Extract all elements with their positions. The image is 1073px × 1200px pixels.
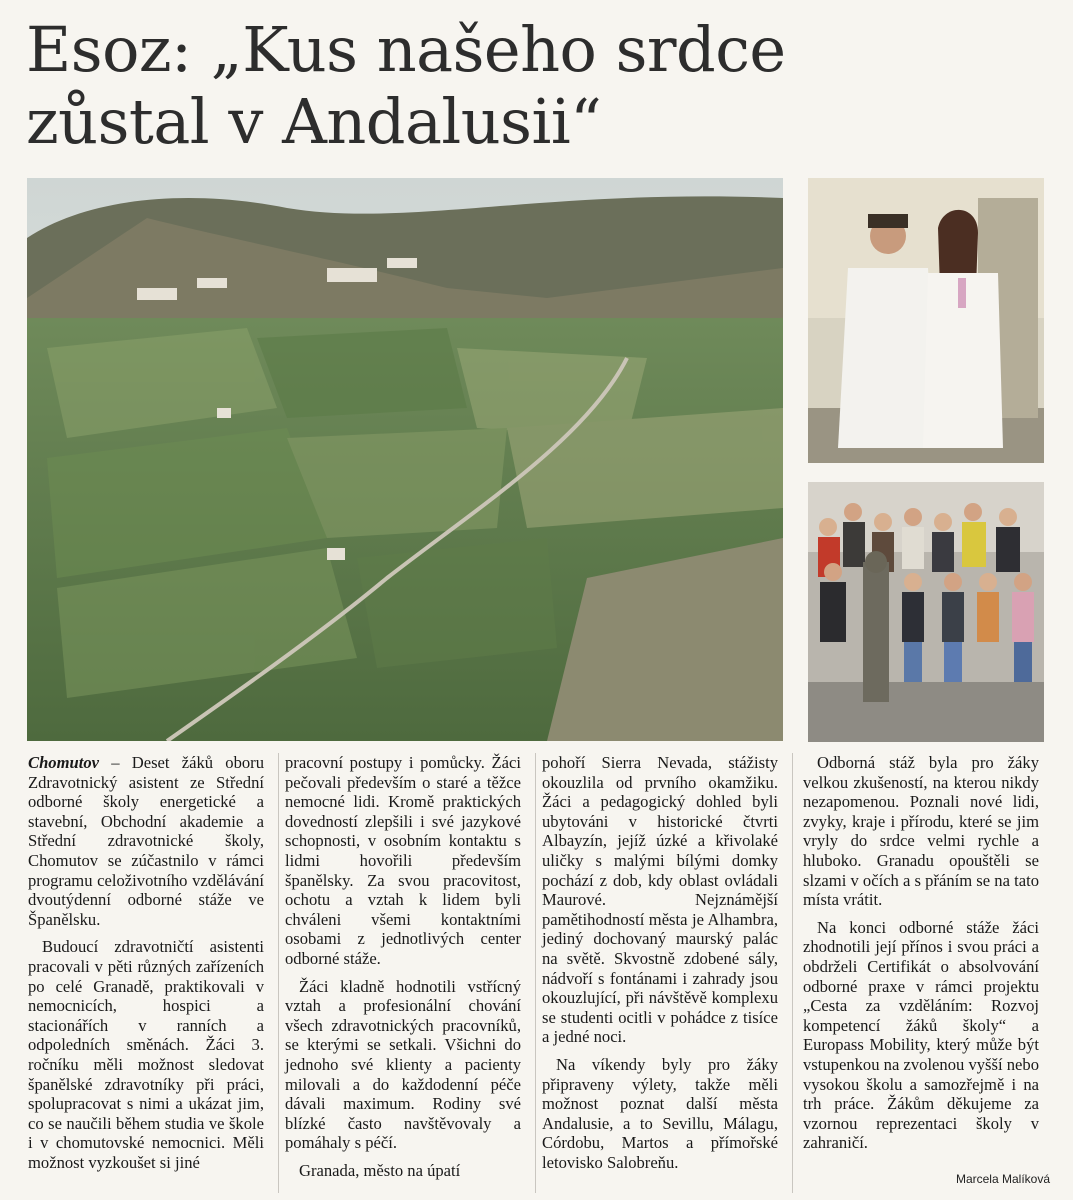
article-lead-text: – Deset žáků oboru Zdravotnický asistent ze Střední odborné školy energetické a stavební, Obchodní akademie a Střední zdravotnické školy, Chomutov se zúčastnilo v rámci programu celoživotního vzdělávání dvoutýdenní odborné stáže ve Španělsku. [28, 753, 264, 929]
article-paragraph: Na konci odborné stáže žáci zhodnotili její přínos i svou práci a obdrželi Certifikát o absolvování odborné praxe v rámci projektu „Cesta za vzděláním: Rozvoj kompetencí žáků školy“ a Europass Mobility, který může být vstupenkou na zvolenou vyšší nebo vysokou školu a samozřejmě i na trh práce. Žákům děkujeme za vzornou reprezentaci školy v zahraničí. [803, 917, 1039, 1153]
column-rule [278, 753, 279, 1193]
article-column-1 [28, 753, 264, 1172]
nurses-photo [808, 178, 1044, 463]
group-photo-image [808, 482, 1044, 742]
article-paragraph: Odborná stáž byla pro žáky velkou zkušeností, na kterou nikdy nezapomenou. Poznali nové lidi, zvyky, kraje i přírodu, které se jim vryly do srdce velmi rychle a hluboko. Granadu opouštěli se slzami v očích a s přáním se na tato místa vrátit. [803, 753, 1039, 910]
column-rule [792, 753, 793, 1193]
article-paragraph: Budoucí zdravotničtí asistenti pracovali v pěti různých zařízeních po celé Granadě, praktikovali v nemocnicích, hospici a stacionářích v ranních a odpoledních směnách. Žáci 3. ročníku měli možnost sledovat španělské zdravotníky při práci, spolupracovat s nimi a ukázat jim, co se naučili během studia ve škole i v chomutovské nemocnici. Měli možnost vyzkoušet si jiné [28, 937, 264, 1172]
landscape-photo-image [27, 178, 783, 741]
headline-line-2: zůstal v Andalusii“ [26, 85, 602, 158]
article-column-2 [285, 753, 521, 1180]
headline-line-1: Esoz: „Kus našeho srdce [26, 13, 786, 86]
column-rule [535, 753, 536, 1193]
article-author: Marcela Malíková [955, 1172, 1050, 1186]
article-placeline: Chomutov [28, 753, 100, 772]
article-paragraph [28, 753, 264, 929]
article-paragraph: Žáci kladně hodnotili vstřícný vztah a profesionální chování všech zdravotnických pracovníků, se kterými se setkali. Všichni do jednoho své klienty a pacienty milovali a do každodenní péče dávali maximum. Rodiny své blízké často navštěvovaly a pomáhaly s péčí. [285, 976, 521, 1153]
article-paragraph: pracovní postupy i pomůcky. Žáci pečovali především o staré a těžce nemocné lidi. Kromě praktických dovedností zlepšili i své jazykové schopnosti, v osobním kontaktu s lidmi hovořili především španělsky. Za svou pracovitost, ochotu a vztah k lidem byli chváleni všemi kontaktními osobami z jednotlivých center odborné stáže. [285, 753, 521, 968]
article-column-4 [803, 753, 1039, 1153]
article-paragraph: Na víkendy byly pro žáky připraveny výlety, takže měli možnost poznat další města Andalusie, a to Sevillu, Málagu, Córdobu, Martos a přímořské letovisko Salobreňu. [542, 1054, 778, 1172]
article-paragraph: Granada, město na úpatí [299, 1160, 461, 1180]
article-headline [26, 14, 1046, 158]
article-paragraph: pohoří Sierra Nevada, stážisty okouzlila od prvního okamžiku. Žáci a pedagogický dohled byli ubytováni v historické čtvrti Albayzín, jejíž úzké a křivolaké uličky s malými bílými domky pochází z dob, kdy oblast ovládali Maurové. Nejznámější pamětihodností města je Alhambra, jediný dochovaný maurský palác na světě. Skvostně zdobené sály, nádvoří s fontánami i zahrady jsou okouzlující, při návštěvě komplexu se studenti ocitli v pohádce z tisíce a jedné noci. [542, 753, 778, 1047]
article-column-3 [542, 753, 778, 1172]
landscape-photo [27, 178, 783, 741]
group-photo [808, 482, 1044, 742]
nurses-photo-image [808, 178, 1044, 463]
